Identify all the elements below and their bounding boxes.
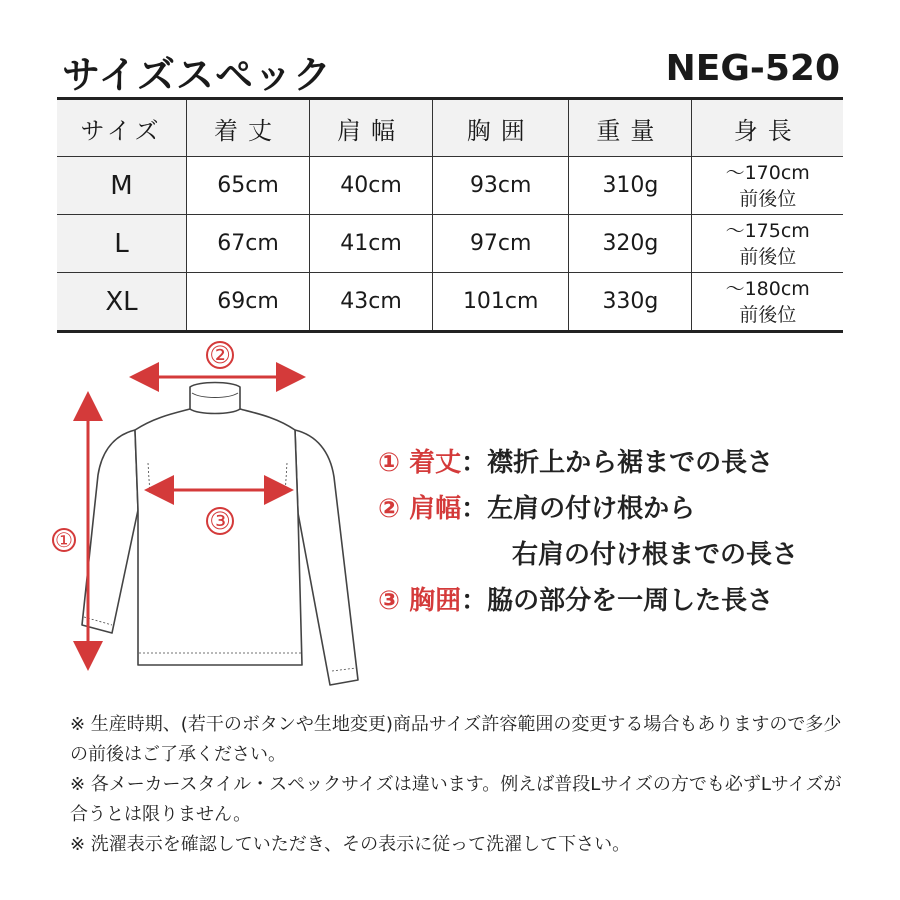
height-approx: 前後位 xyxy=(739,187,797,210)
height-range: ～175cm xyxy=(725,219,810,242)
legend-label: ② 肩幅 xyxy=(378,494,462,524)
height-range: ～180cm xyxy=(725,277,810,300)
height-range: ～170cm xyxy=(725,161,810,184)
legend-separator: ： xyxy=(461,494,488,524)
page-title: サイズスペック xyxy=(62,53,332,97)
height-approx: 前後位 xyxy=(739,303,797,326)
column-header-length: 着丈 xyxy=(187,99,310,157)
legend-item-shoulder xyxy=(378,486,798,532)
legend-description: 右肩の付け根までの長さ xyxy=(512,540,799,570)
note-text: ※ 各メーカースタイル・スペックサイズは違います。例えば普段Lサイズの方でも必ずLサイズが合うとは限りません。 xyxy=(70,774,842,825)
note-text: ※ 生産時期、(若干のボタンや生地変更)商品サイズ許容範囲の変更する場合もありますので多少の前後はご了承ください。 xyxy=(70,714,842,765)
chest-cell: 97cm xyxy=(433,215,569,273)
shoulder-cell: 43cm xyxy=(310,273,433,332)
shoulder-cell: 40cm xyxy=(310,157,433,215)
column-header-shoulder: 肩幅 xyxy=(310,99,433,157)
weight-cell: 330g xyxy=(569,273,692,332)
length-cell: 69cm xyxy=(187,273,310,332)
size-cell: L xyxy=(57,215,187,273)
shoulder-cell: 41cm xyxy=(310,215,433,273)
length-cell: 65cm xyxy=(187,157,310,215)
shoulder-marker: ② xyxy=(209,341,231,369)
weight-cell: 310g xyxy=(569,157,692,215)
turtleneck-measurement-diagram xyxy=(40,335,380,695)
length-marker: ① xyxy=(55,528,73,552)
model-number: NEG-520 xyxy=(665,48,840,89)
legend-label: ③ 胸囲 xyxy=(378,586,462,616)
measurement-legend xyxy=(378,440,798,624)
legend-item-length xyxy=(378,440,798,486)
length-cell: 67cm xyxy=(187,215,310,273)
column-header-chest: 胸囲 xyxy=(433,99,569,157)
notes xyxy=(70,710,850,860)
height-cell xyxy=(692,273,843,332)
legend-item-chest xyxy=(378,578,798,624)
size-cell: XL xyxy=(57,273,187,332)
column-header-size: サイズ xyxy=(57,99,187,157)
size-spec-table xyxy=(57,97,843,333)
height-cell xyxy=(692,215,843,273)
column-header-height: 身長 xyxy=(692,99,843,157)
column-header-weight: 重量 xyxy=(569,99,692,157)
chest-cell: 93cm xyxy=(433,157,569,215)
legend-separator: ： xyxy=(461,586,488,616)
size-cell: M xyxy=(57,157,187,215)
note-text: ※ 洗濯表示を確認していただき、その表示に従って洗濯して下さい。 xyxy=(70,834,631,855)
weight-cell: 320g xyxy=(569,215,692,273)
table-row xyxy=(57,215,843,273)
legend-description: 襟折上から裾までの長さ xyxy=(487,448,774,478)
legend-description: 左肩の付け根から xyxy=(487,494,696,524)
legend-separator: ： xyxy=(461,448,488,478)
legend-label: ① 着丈 xyxy=(378,448,462,478)
height-cell xyxy=(692,157,843,215)
legend-description: 脇の部分を一周した長さ xyxy=(487,586,774,616)
legend-item-shoulder-continued xyxy=(378,532,798,578)
table-row xyxy=(57,157,843,215)
height-approx: 前後位 xyxy=(739,245,797,268)
chest-cell: 101cm xyxy=(433,273,569,332)
table-row xyxy=(57,273,843,332)
chest-marker: ③ xyxy=(209,507,231,535)
table-header-row xyxy=(57,99,843,157)
